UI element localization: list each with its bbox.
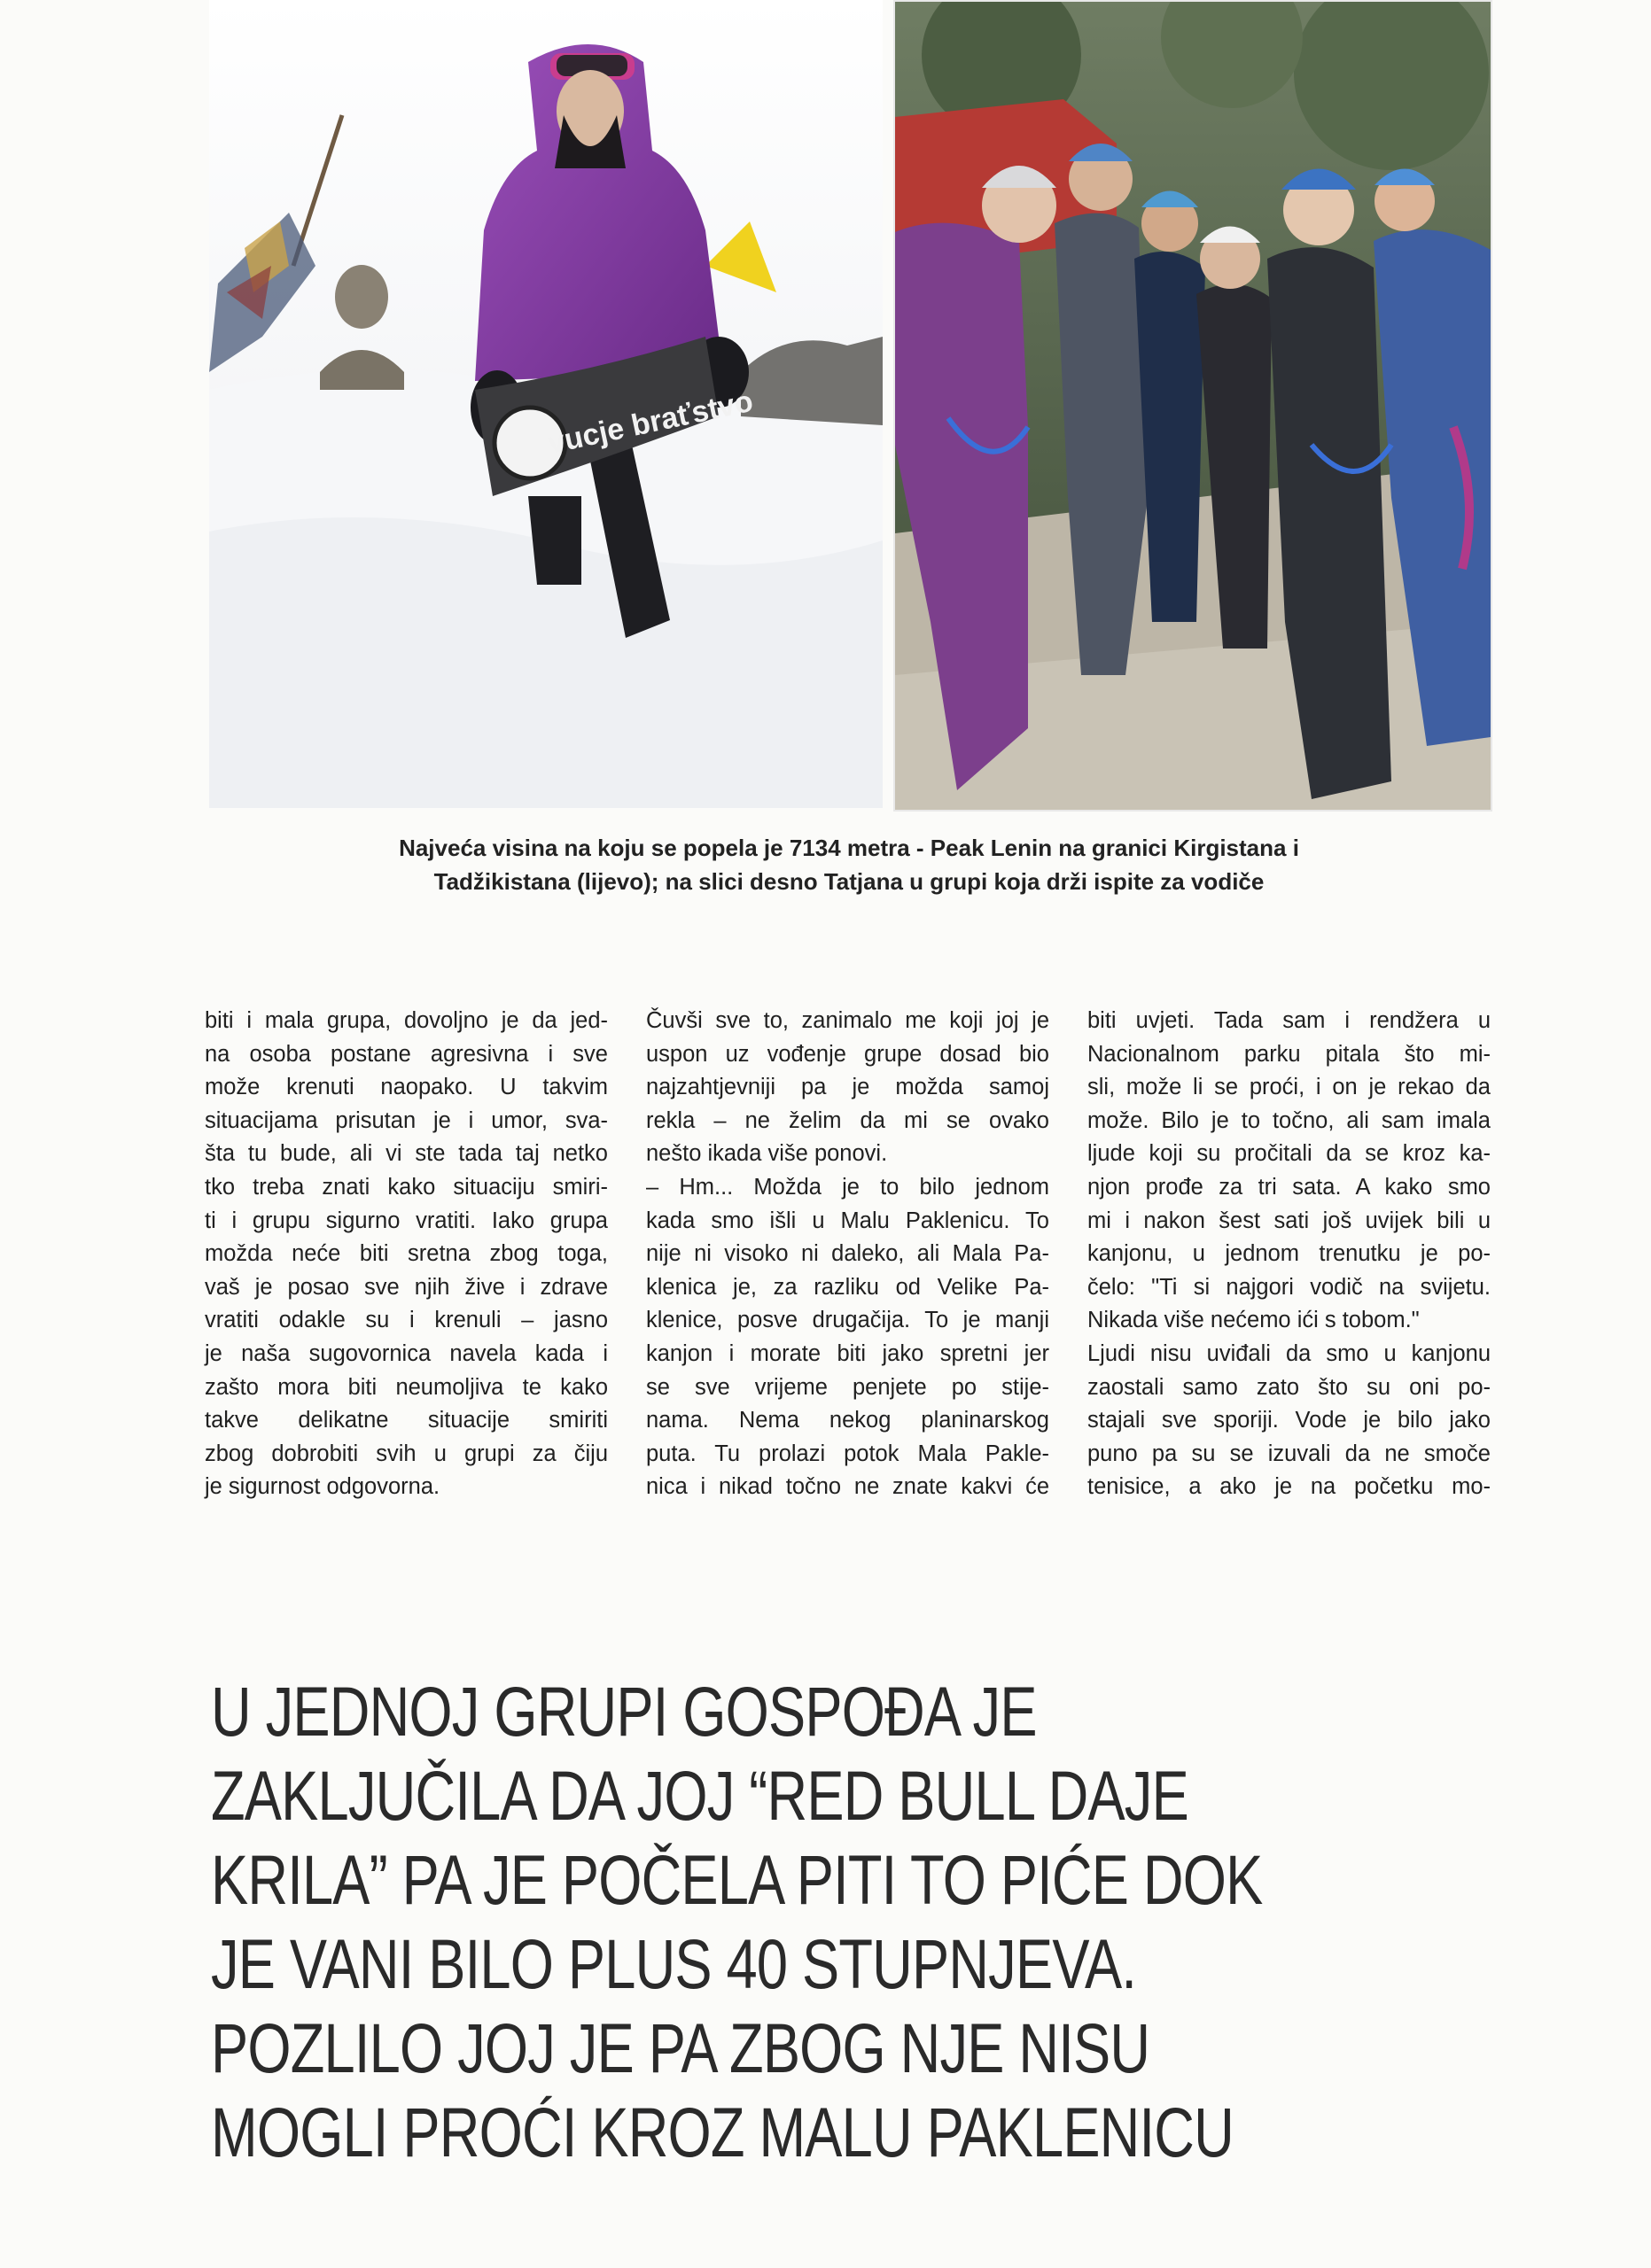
column-line: šta tu bude, ali vi ste tada taj netko (205, 1141, 608, 1167)
column-line: čelo: "Ti si najgori vodič na svijetu. (1087, 1274, 1491, 1300)
photo-caption (209, 831, 1489, 898)
column-line: Ljudi nisu uviđali da smo u kanjonu (1087, 1340, 1491, 1366)
column-line: takve delikatne situacije smiriti (205, 1408, 608, 1433)
summit-photo-illustration (209, 0, 883, 808)
column-line: vaš je posao sve njih žive i zdrave (205, 1274, 608, 1300)
column-line: tko treba znati kako situaciju smiri- (205, 1174, 608, 1200)
column-line: vratiti odakle su i krenuli – jasno (205, 1308, 608, 1333)
column-line: ljude koji su pročitali da se kroz ka- (1087, 1141, 1491, 1167)
column-line: Čuvši sve to, zanimalo me koji joj je (646, 1008, 1049, 1033)
column-line: biti uvjeti. Tada sam i rendžera u (1087, 1008, 1491, 1033)
column-line: tenisice, a ako je na početku mo- (1087, 1474, 1491, 1500)
column-line: kada smo išli u Malu Paklenicu. To (646, 1208, 1049, 1233)
column-line: je naša sugovornica navela kada i (205, 1340, 608, 1366)
group-photo (893, 0, 1492, 812)
column-line: kanjon i morate biti jako spretni jer (646, 1340, 1049, 1366)
column-line: zaostali samo zato što su oni po- (1087, 1374, 1491, 1400)
pull-quote (211, 1669, 1263, 2174)
column-line: nešto ikada više ponovi. (646, 1141, 888, 1167)
article-column-3 (1087, 1005, 1491, 1504)
column-line: stajali sve sporiji. Vode je bilo jako (1087, 1408, 1491, 1433)
pull-quote-line: U JEDNOJ GRUPI GOSPOĐA JE (211, 1672, 1037, 1751)
caption-line-2: Tadžikistana (lijevo); na slici desno Tatjana u grupi koja drži ispite za vodiče (433, 868, 1265, 895)
column-line: nica i nikad točno ne znate kakvi će (646, 1474, 1049, 1500)
article-column-2 (646, 1005, 1049, 1504)
column-line: zašto mora biti neumoljiva te kako (205, 1374, 608, 1400)
column-line: može krenuti naopako. U takvim (205, 1075, 608, 1100)
column-line: mi i nakon šest sati još uvijek bili u (1087, 1208, 1491, 1233)
summit-photo (209, 0, 883, 808)
column-line: klenica je, za razliku od Velike Pa- (646, 1274, 1049, 1300)
column-line: klenice, posve drugačija. To je manji (646, 1308, 1049, 1333)
caption-line-1: Najveća visina na koju se popela je 7134 metra - Peak Lenin na granici Kirgistana i (399, 835, 1299, 861)
column-line: – Hm... Možda je to bilo jednom (646, 1174, 1049, 1200)
column-line: sli, može li se proći, i on je rekao da (1087, 1075, 1491, 1100)
column-line: kanjonu, u jednom trenutku je po- (1087, 1241, 1491, 1267)
pull-quote-line: JE VANI BILO PLUS 40 STUPNJEVA. (211, 1924, 1137, 2003)
banner-text: vucje braťstvo (544, 384, 757, 461)
column-line: najzahtjevniji pa je možda samoj (646, 1075, 1049, 1100)
column-line: rekla – ne želim da mi se ovako (646, 1107, 1049, 1133)
column-line: puno pa su se izuvali da ne smoče (1087, 1441, 1491, 1466)
pull-quote-line: MOGLI PROĆI KROZ MALU PAKLENICU (211, 2093, 1234, 2171)
pull-quote-line: POZLILO JOJ JE PA ZBOG NJE NISU (211, 2008, 1150, 2087)
article-column-1 (205, 1005, 608, 1504)
column-line: situacijama prisutan je i umor, sva- (205, 1107, 608, 1133)
column-line: biti i mala grupa, dovoljno je da jed- (205, 1008, 608, 1033)
column-line: se sve vrijeme penjete po stije- (646, 1374, 1049, 1400)
column-line: možda neće biti sretna zbog toga, (205, 1241, 608, 1267)
column-line: zbog dobrobiti svih u grupi za čiju (205, 1441, 608, 1466)
column-line: nama. Nema nekog planinarskog (646, 1408, 1049, 1433)
column-line: je sigurnost odgovorna. (205, 1474, 440, 1500)
group-photo-illustration (895, 2, 1491, 810)
column-line: uspon uz vođenje grupe dosad bio (646, 1041, 1049, 1067)
column-line: može. Bilo je to točno, ali sam imala (1087, 1107, 1491, 1133)
column-line: puta. Tu prolazi potok Mala Pakle- (646, 1441, 1049, 1466)
column-line: njon prođe za tri sata. A kako smo (1087, 1174, 1491, 1200)
column-line: Nacionalnom parku pitala što mi- (1087, 1041, 1491, 1067)
column-line: ti i grupu sigurno vratiti. Iako grupa (205, 1208, 608, 1233)
column-line: Nikada više nećemo ići s tobom." (1087, 1308, 1420, 1333)
pull-quote-line: ZAKLJUČILA DA JOJ “RED BULL DAJE (211, 1756, 1188, 1835)
column-line: na osoba postane agresivna i sve (205, 1041, 608, 1067)
column-line: nije ni visoko ni daleko, ali Mala Pa- (646, 1241, 1049, 1267)
pull-quote-line: KRILA” PA JE POČELA PITI TO PIĆE DOK (211, 1840, 1263, 1919)
